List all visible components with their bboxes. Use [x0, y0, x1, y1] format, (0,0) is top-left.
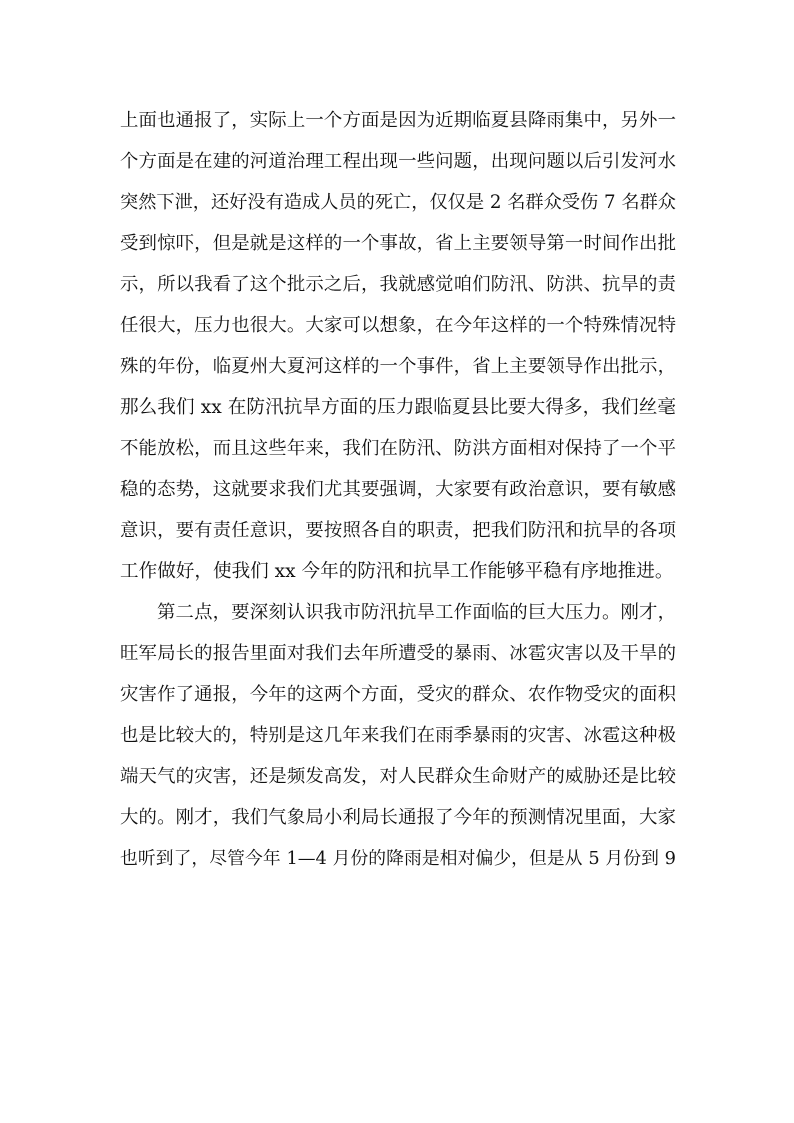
- text-line: 不能放松，而且这些年来，我们在防汛、防洪方面相对保持了一个平: [120, 438, 676, 459]
- body-text: [120, 100, 676, 879]
- text-line: 示，所以我看了这个批示之后，我就感觉咱们防汛、防洪、抗旱的责: [120, 274, 676, 295]
- text-line: 殊的年份，临夏州大夏河这样的一个事件，省上主要领导作出批示，: [120, 356, 676, 377]
- text-line: 也听到了，尽管今年 1—4 月份的降雨是相对偏少，但是从 5 月份到 9: [120, 848, 676, 869]
- text-line: 稳的态势，这就要求我们尤其要强调，大家要有政治意识，要有敏感: [120, 479, 676, 500]
- paragraph-end-line: 工作做好，使我们 xx 今年的防汛和抗旱工作能够平稳有序地推进。: [120, 561, 674, 582]
- text-line: 上面也通报了，实际上一个方面是因为近期临夏县降雨集中，另外一: [120, 110, 676, 131]
- text-line: 受到惊吓，但是就是这样的一个事故，省上主要领导第一时间作出批: [120, 233, 676, 254]
- text-line: 大的。刚才，我们气象局小利局长通报了今年的预测情况里面，大家: [120, 807, 676, 828]
- text-line: 那么我们 xx 在防汛抗旱方面的压力跟临夏县比要大得多，我们丝毫: [120, 397, 676, 418]
- paragraph-first-line: 第二点，要深刻认识我市防汛抗旱工作面临的巨大压力。刚才，: [157, 602, 676, 623]
- text-line: 意识，要有责任意识，要按照各自的职责，把我们防汛和抗旱的各项: [120, 520, 676, 541]
- text-line: 任很大，压力也很大。大家可以想象，在今年这样的一个特殊情况特: [120, 315, 676, 336]
- text-line: 突然下泄，还好没有造成人员的死亡，仅仅是 2 名群众受伤 7 名群众: [120, 192, 676, 213]
- text-line: 旺军局长的报告里面对我们去年所遭受的暴雨、冰雹灾害以及干旱的: [120, 643, 676, 664]
- text-line: 灾害作了通报，今年的这两个方面，受灾的群众、农作物受灾的面积: [120, 684, 676, 705]
- text-line: 个方面是在建的河道治理工程出现一些问题，出现问题以后引发河水: [120, 151, 676, 172]
- text-line: 也是比较大的，特别是这几年来我们在雨季暴雨的灾害、冰雹这种极: [120, 725, 676, 746]
- text-line: 端天气的灾害，还是频发高发，对人民群众生命财产的威胁还是比较: [120, 766, 676, 787]
